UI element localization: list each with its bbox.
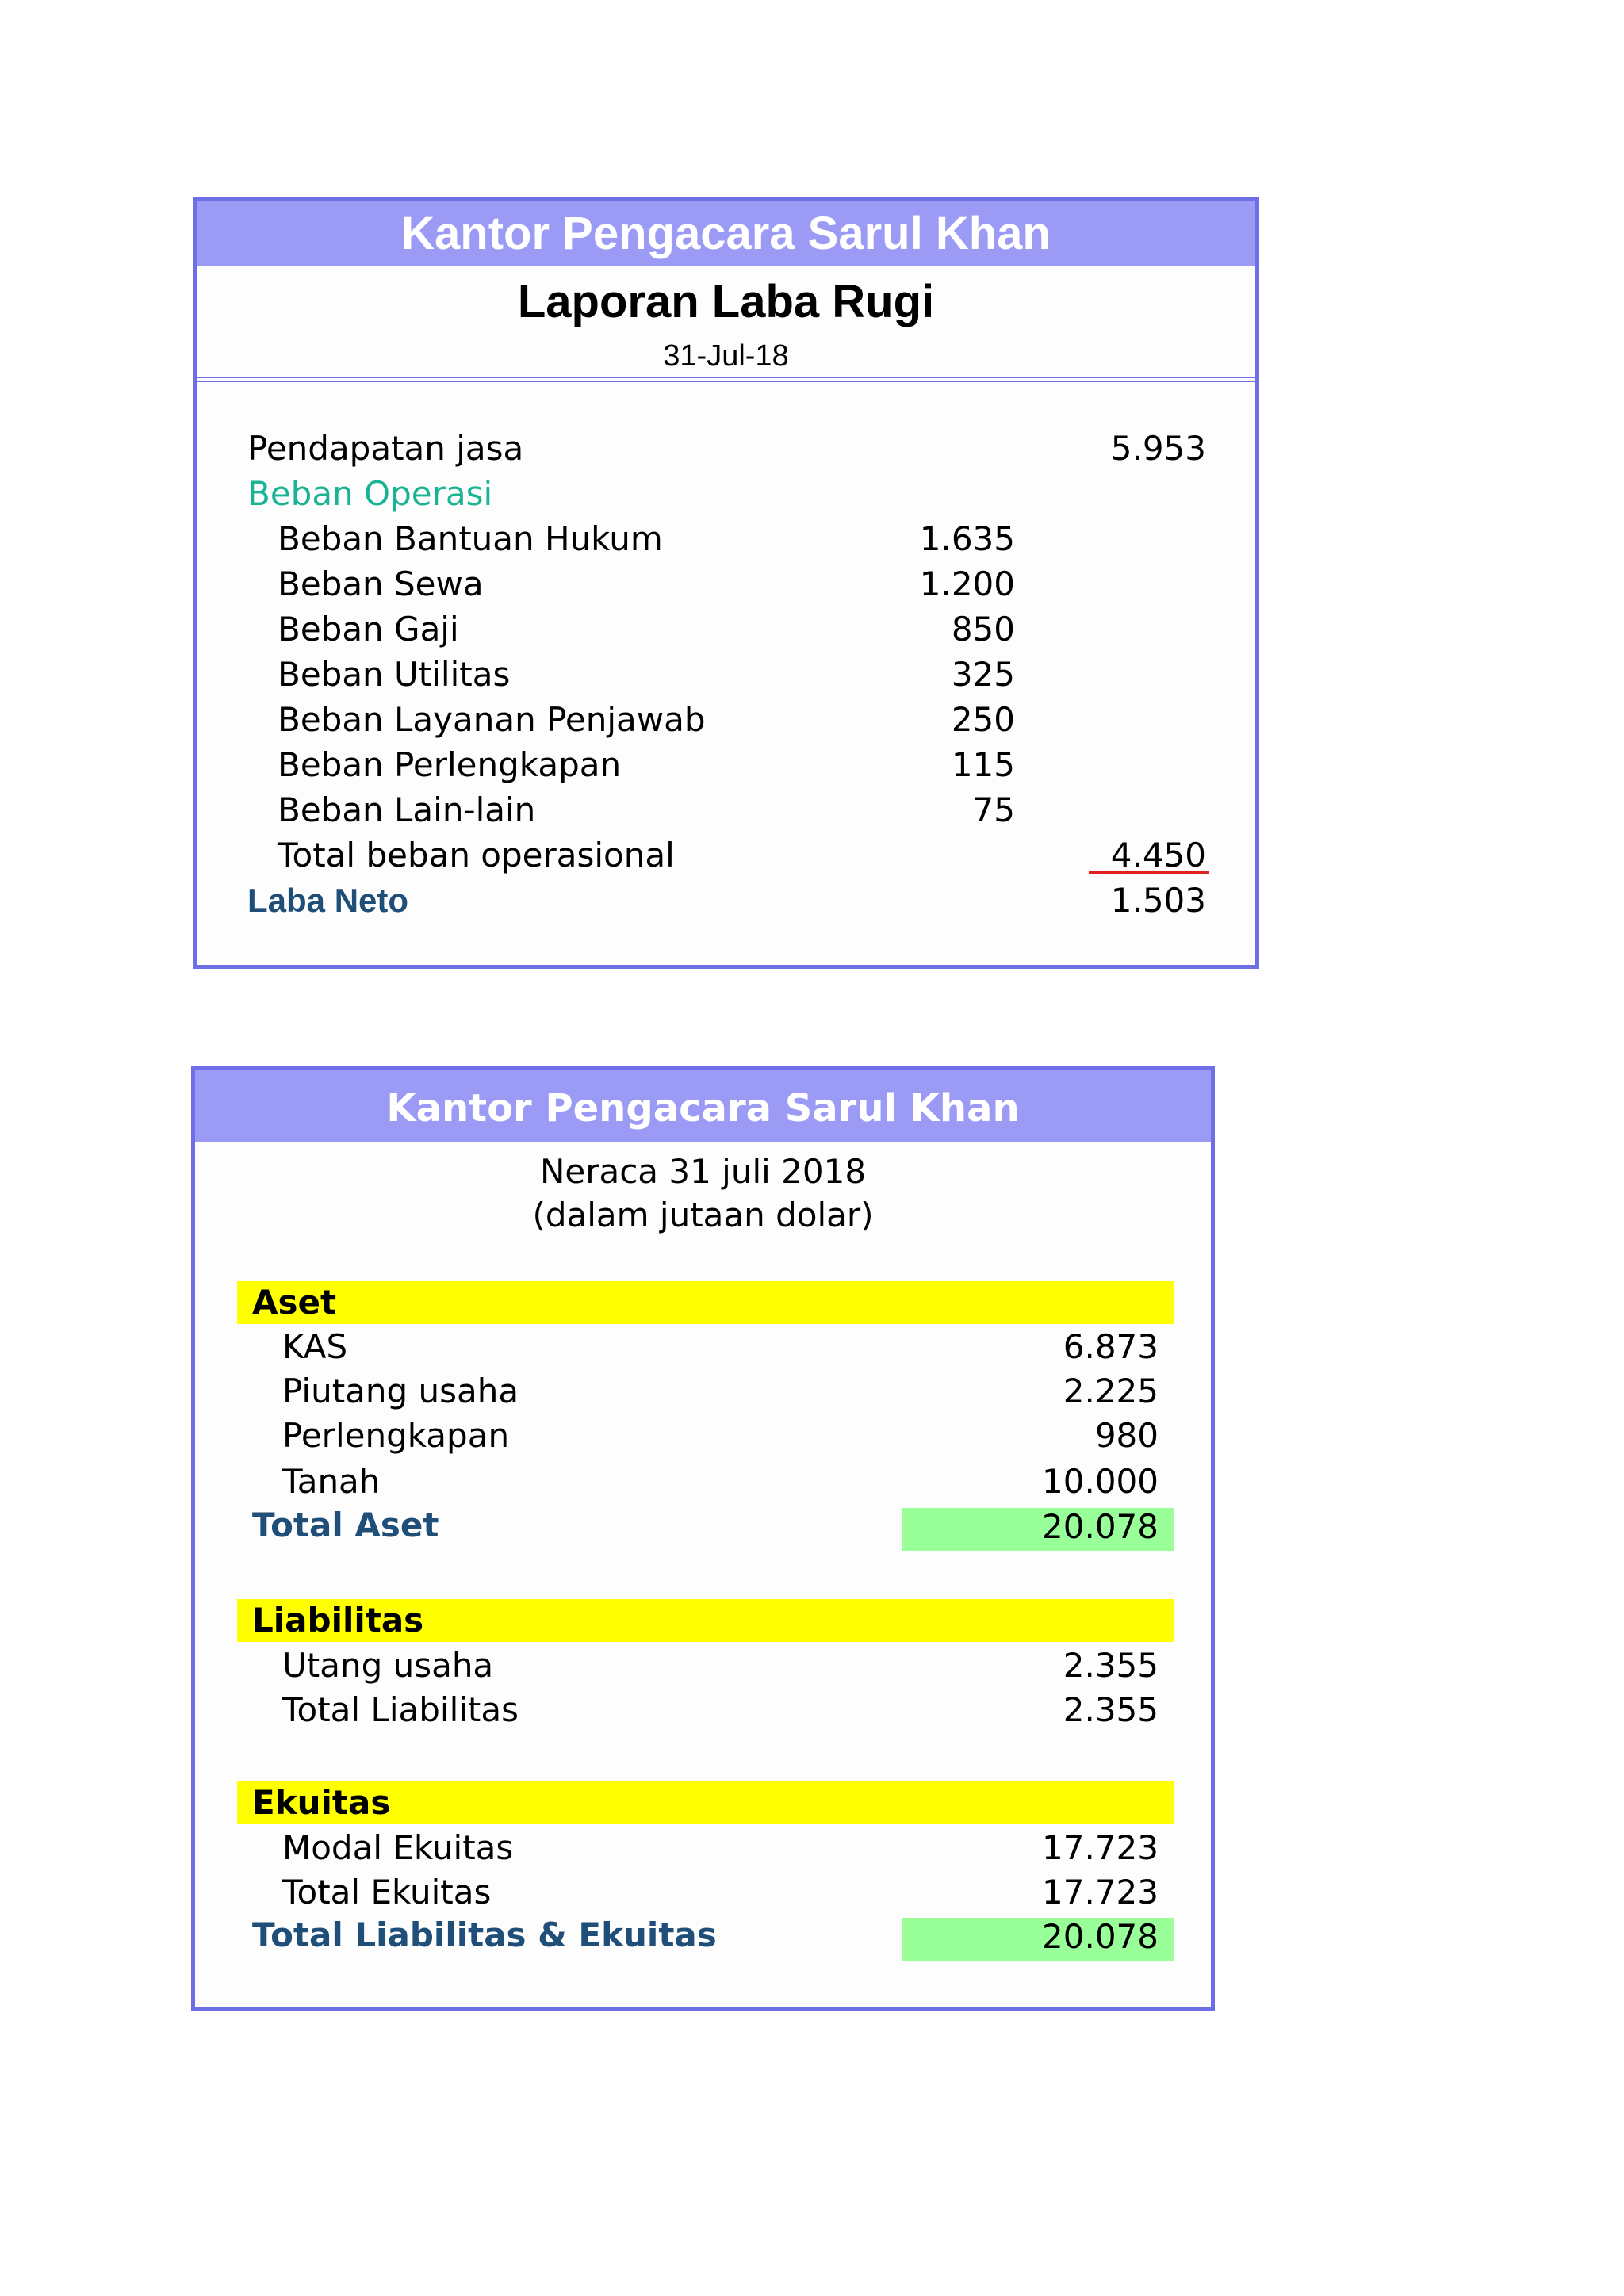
total-assets-value: 20.078 bbox=[1042, 1507, 1159, 1546]
total-liabilities-equity-value: 20.078 bbox=[1042, 1917, 1159, 1956]
total-expenses-label: Total beban operasional bbox=[278, 836, 675, 874]
equity-value: 17.723 bbox=[1042, 1873, 1159, 1911]
income-statement-panel: Kantor Pengacara Sarul Khan Laporan Laba Rugi 31-Jul-18 Pendapatan jasa 5.953 Beban Operasi Beban Bantuan Hukum 1.635 Beban Sewa 1.200 Beban Gaji 850 Beban Utilitas 325 Beban Layanan Penjawab 250 Beban Perlengkapan 115 Beban Lain-lain 75 Total beban operasional 4.450 Laba Neto 1.503 bbox=[193, 197, 1259, 969]
total-expenses-value: 4.450 bbox=[1110, 836, 1206, 874]
expense-value: 325 bbox=[951, 655, 1015, 694]
asset-value: 2.225 bbox=[1063, 1372, 1159, 1410]
equity-header: Ekuitas bbox=[252, 1783, 391, 1822]
expense-value: 1.635 bbox=[919, 519, 1015, 558]
balance-subtitle: (dalam jutaan dolar) bbox=[532, 1196, 874, 1234]
expense-value: 250 bbox=[951, 700, 1015, 739]
operating-expenses-header: Beban Operasi bbox=[247, 474, 493, 513]
asset-label: KAS bbox=[282, 1327, 348, 1366]
asset-label: Tanah bbox=[282, 1462, 381, 1501]
expense-label: Beban Utilitas bbox=[278, 655, 511, 694]
expense-label: Beban Layanan Penjawab bbox=[278, 700, 706, 739]
income-company-banner bbox=[197, 201, 1255, 266]
liability-value: 2.355 bbox=[1063, 1690, 1159, 1729]
balance-company-banner bbox=[195, 1070, 1211, 1142]
net-income-value: 1.503 bbox=[1110, 881, 1206, 920]
asset-value: 10.000 bbox=[1042, 1462, 1159, 1501]
expense-value: 75 bbox=[972, 790, 1015, 829]
expense-label: Beban Perlengkapan bbox=[278, 745, 622, 784]
balance-company-name: Kantor Pengacara Sarul Khan bbox=[386, 1086, 1020, 1131]
income-date: 31-Jul-18 bbox=[663, 339, 789, 373]
income-company-name: Kantor Pengacara Sarul Khan bbox=[401, 208, 1051, 259]
equity-value: 17.723 bbox=[1042, 1828, 1159, 1867]
liabilities-header: Liabilitas bbox=[252, 1601, 424, 1640]
asset-value: 6.873 bbox=[1063, 1327, 1159, 1366]
expense-label: Beban Sewa bbox=[278, 564, 484, 603]
liability-label: Utang usaha bbox=[282, 1646, 494, 1685]
assets-header-highlight bbox=[237, 1281, 1174, 1324]
expense-label: Beban Lain-lain bbox=[278, 790, 536, 829]
income-header-divider bbox=[197, 377, 1255, 382]
expense-label: Beban Bantuan Hukum bbox=[278, 519, 663, 558]
expense-value: 1.200 bbox=[919, 564, 1015, 603]
total-assets-label: Total Aset bbox=[252, 1506, 439, 1544]
net-income-label: Laba Neto bbox=[247, 882, 409, 919]
balance-title: Neraca 31 juli 2018 bbox=[539, 1152, 867, 1191]
assets-header: Aset bbox=[252, 1283, 337, 1322]
liability-label: Total Liabilitas bbox=[282, 1690, 519, 1729]
liability-value: 2.355 bbox=[1063, 1646, 1159, 1685]
expense-value: 115 bbox=[951, 745, 1015, 784]
revenue-label: Pendapatan jasa bbox=[247, 429, 524, 468]
total-expenses-underline bbox=[1089, 871, 1209, 874]
income-title: Laporan Laba Rugi bbox=[517, 276, 935, 327]
balance-sheet-panel bbox=[191, 1066, 1215, 2011]
equity-label: Modal Ekuitas bbox=[282, 1828, 514, 1867]
asset-value: 980 bbox=[1094, 1416, 1159, 1455]
expense-value: 850 bbox=[951, 610, 1015, 649]
asset-label: Perlengkapan bbox=[282, 1416, 510, 1455]
total-liabilities-equity-label: Total Liabilitas & Ekuitas bbox=[252, 1915, 717, 1954]
expense-label: Beban Gaji bbox=[278, 610, 459, 649]
asset-label: Piutang usaha bbox=[282, 1372, 519, 1410]
equity-label: Total Ekuitas bbox=[282, 1873, 492, 1911]
